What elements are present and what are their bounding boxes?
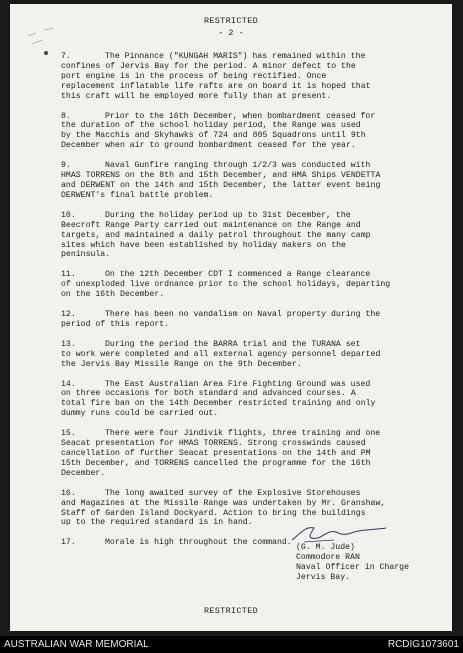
paragraph-line: to work were completed and all external agency personnel departed	[61, 349, 381, 359]
signature-block	[296, 543, 409, 583]
paragraph-text: The Pinnance ("KUNGAH MARIS") has remained within the	[105, 52, 366, 61]
paragraph-line: the Jervis Bay Missile Range on the 9th December.	[61, 359, 302, 369]
paragraph-line: this craft will be employed more fully than at present.	[61, 91, 332, 101]
paragraph	[61, 380, 421, 420]
paragraph-line	[61, 211, 421, 221]
paragraph-line	[61, 270, 421, 280]
paragraph-number: 10.	[61, 210, 76, 220]
paragraph-line: the duration of the school holiday period, the Range was used	[61, 121, 361, 131]
paragraph-line: by the Macchis and Skyhawks of 724 and 805 Squadrons until 9th	[61, 131, 366, 141]
signatory-location: Jervis Bay.	[296, 572, 351, 582]
paragraph-line: dummy runs could be carried out.	[61, 409, 219, 419]
paragraph-line: replacement inflatable life rafts are on board it is hoped that	[61, 81, 371, 91]
paragraph-line: on three occasions for both standard and advanced courses. A	[61, 389, 356, 399]
paragraph-text: Naval Gunfire ranging through 1/2/3 was conducted with	[105, 161, 371, 171]
paragraph-number: 13.	[61, 339, 76, 349]
paragraph-line	[61, 310, 421, 320]
paragraph-line: peninsula.	[61, 250, 111, 260]
paragraph-text: There has been no vandalism on Naval property during the	[105, 310, 381, 320]
paragraph-text: The long awaited survey of the Explosive Storehouses	[105, 488, 361, 498]
paragraph-line: cancellation of further Seacat presentations on the 14th and PM	[61, 449, 371, 458]
paragraph-line: 15th December, and TORRENS cancelled the programme for the 16th	[61, 458, 371, 468]
paragraph-number: 17.	[61, 538, 76, 548]
paragraph-line	[61, 112, 421, 122]
punch-hole	[44, 51, 48, 55]
document-page	[10, 4, 452, 631]
classification-bottom: RESTRICTED	[203, 606, 258, 616]
paragraph-line: of unexploded live ordnance prior to the school holidays, departing	[61, 280, 391, 290]
paragraph	[61, 270, 421, 300]
page-number: - 2 -	[218, 28, 244, 38]
paragraph-line: Beecroft Range Party carried out maintenance on the Range and	[61, 220, 361, 230]
archive-source: AUSTRALIAN WAR MEMORIAL	[4, 639, 149, 650]
paragraph-line: and DERWENT on the 14th and 15th December, the latter event being	[61, 180, 381, 190]
paragraph-text: On the 12th December CDT I commenced a Range clearance	[105, 270, 371, 280]
paragraph-line: DERWENT's final battle problem.	[61, 190, 214, 200]
paragraph-text: During the holiday period up to 31st December, the	[105, 210, 351, 220]
paragraph-text: There were four Jindivik flights, three training and one	[105, 429, 381, 439]
paragraph-line	[61, 161, 421, 171]
paragraph-line	[61, 380, 421, 390]
paragraph-line: and Magazines at the Missile Range was undertaken by Mr. Granshaw,	[61, 498, 386, 508]
paragraph-number: 16.	[61, 488, 76, 498]
paragraph-line: up to the required standard is in hand.	[61, 518, 253, 528]
paragraph	[61, 52, 421, 102]
paragraph	[61, 310, 421, 330]
signatory-name: (G. M. Jude)	[296, 543, 355, 552]
signatory-title: Naval Officer in Charge	[296, 562, 410, 572]
paragraph-number: 8.	[61, 111, 71, 121]
archive-reference: RCDIG1073601	[387, 639, 459, 650]
paragraph-line: period of this report.	[61, 319, 170, 329]
paragraph-line: targets, and maintained a daily patrol throughout the many camp	[61, 230, 371, 240]
paragraph-line: total fire ban on the 14th December restricted training and only	[61, 399, 376, 409]
paragraph-text: Morale is high throughout the command.	[105, 538, 292, 548]
paragraph-line: HMAS TORRENS on the 8th and 15th December, and HMA Ships VENDETTA	[61, 171, 381, 181]
paragraph	[61, 340, 421, 370]
paragraph-number: 9.	[61, 161, 71, 171]
paragraph-line	[61, 429, 421, 439]
paragraph-line: port engine is in the process of being rectified. Once	[61, 71, 327, 81]
paragraph-line	[61, 340, 421, 350]
paragraph-line: sites which have been established by holiday makers on the	[61, 240, 346, 250]
paragraph-text: The East Australian Area Fire Fighting Ground was used	[105, 379, 371, 389]
paragraph-line: confines of Jervis Bay for the period. A minor defect to the	[61, 61, 356, 71]
paragraph	[61, 161, 421, 201]
signatory-rank: Commodore RAN	[296, 552, 360, 562]
paragraph-number: 15.	[61, 429, 76, 439]
paragraph	[61, 112, 421, 152]
paragraph-list	[61, 52, 421, 558]
paragraph	[61, 429, 421, 479]
paragraph-line	[61, 489, 421, 499]
paragraph-line: Seacat presentation for HMAS TORRENS. Strong crosswinds caused	[61, 439, 366, 449]
paragraph-text: During the period the BARRA trial and the TURANA set	[105, 339, 361, 349]
archive-footer-bar	[0, 636, 463, 653]
classification-top: RESTRICTED	[203, 16, 258, 26]
paragraph-line: on the 16th December.	[61, 290, 165, 300]
paragraph	[61, 211, 421, 261]
paragraph-line: Staff of Garden Island Dockyard. Action to bring the buildings	[61, 508, 366, 518]
paragraph-number: 11.	[61, 270, 76, 280]
paragraph-line: December.	[61, 468, 106, 478]
paragraph-number: 12.	[61, 310, 76, 320]
paragraph-text: Prior to the 16th December, when bombardment ceased for	[105, 111, 376, 121]
paragraph-line	[61, 52, 421, 62]
paragraph-line: December when air to ground bombardment ceased for the year.	[61, 141, 356, 151]
paragraph-number: 14.	[61, 379, 76, 389]
paragraph-number: 7.	[61, 52, 71, 61]
